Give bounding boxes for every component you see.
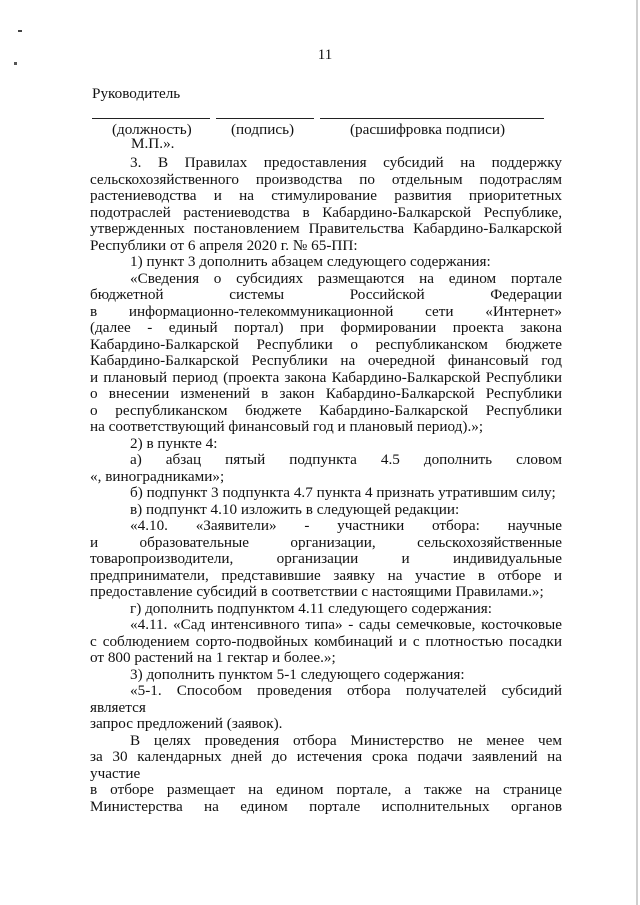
text-line: и образовательные организации, сельскохозяйственные bbox=[90, 533, 562, 551]
text-line: 3. В Правилах предоставления субсидий на поддержку bbox=[130, 154, 562, 171]
text-line: «, виноградниками»; bbox=[90, 467, 225, 485]
text-line: (далее - единый портал) при формировании проекта закона bbox=[90, 319, 562, 336]
decryption-line bbox=[320, 118, 544, 119]
text-line: «4.11. «Сад интенсивного типа» - сады семечковые, косточковые bbox=[130, 616, 562, 633]
text-line: «Сведения о субсидиях размещаются на едином портале bbox=[130, 269, 562, 287]
text-line: о республиканском бюджете Кабардино-Балкарской Республики bbox=[90, 401, 562, 419]
text-line: бюджетной системы Российской Федерации bbox=[90, 286, 562, 303]
seal-mark: М.П.». bbox=[131, 135, 175, 152]
text-line: б) подпункт 3 подпункта 4.7 пункта 4 признать утратившим силу; bbox=[130, 484, 556, 501]
text-line: «4.10. «Заявители» - участники отбора: научные bbox=[130, 517, 562, 534]
text-line: 2) в пункте 4: bbox=[130, 434, 218, 452]
position-line bbox=[92, 118, 210, 119]
text-line: Министерства на едином портале исполнительных органов bbox=[90, 797, 562, 815]
text-line: с соблюдением сорто-подвойных комбинаций и с плотностью посадки bbox=[90, 632, 562, 650]
page-edge bbox=[636, 0, 638, 905]
text-line: запрос предложений (заявок). bbox=[90, 715, 283, 732]
text-line: В целях проведения отбора Министерство не менее чем bbox=[130, 731, 562, 749]
text-line: и плановый период (проекта закона Кабардино-Балкарской Республики bbox=[90, 368, 562, 386]
text-line: г) дополнить подпунктом 4.11 следующего содержания: bbox=[130, 599, 492, 617]
text-line: 1) пункт 3 дополнить абзацем следующего содержания: bbox=[130, 253, 491, 270]
text-line: на соответствующий финансовый год и плановый период).»; bbox=[90, 418, 484, 435]
text-line: «5-1. Способом проведения отбора получателей субсидий является bbox=[90, 682, 562, 716]
text-line: растениеводства и на стимулирование развития приоритетных bbox=[90, 187, 562, 204]
text-line: в) подпункт 4.10 изложить в следующей редакции: bbox=[130, 500, 460, 518]
text-line: в отборе размещает на едином портале, а также на странице bbox=[90, 781, 562, 798]
signature-caption: (подпись) bbox=[231, 121, 295, 138]
text-line: а) абзац пятый подпункта 4.5 дополнить словом bbox=[130, 451, 562, 468]
text-line: за 30 календарных дней до истечения срока подачи заявлений на участие bbox=[90, 748, 562, 782]
text-line: предоставление субсидий в соответствии с настоящими Правилами.»; bbox=[90, 583, 544, 600]
position-caption: (должность) bbox=[112, 121, 192, 138]
text-line: Кабардино-Балкарской Республики на очередной финансовый год bbox=[90, 352, 562, 369]
text-line: в информационно-телекоммуникационной сети «Интернет» bbox=[90, 302, 562, 320]
text-line: Республики от 6 апреля 2020 г. № 65-ПП: bbox=[90, 236, 358, 254]
document-body bbox=[90, 155, 562, 815]
text-line: Кабардино-Балкарской Республики о республиканском бюджете bbox=[90, 335, 562, 353]
scan-mark bbox=[18, 30, 22, 32]
decryption-caption: (расшифровка подписи) bbox=[350, 121, 506, 138]
text-line: о внесении изменений в закон Кабардино-Балкарской Республики bbox=[90, 385, 562, 402]
page-number: 11 bbox=[317, 47, 333, 63]
text-line: утвержденных постановлением Правительства Кабардино-Балкарской bbox=[90, 220, 562, 237]
text-line: предприниматели, представившие заявку на участие в отборе и bbox=[90, 566, 562, 584]
text-line: 3) дополнить пунктом 5-1 следующего содержания: bbox=[130, 665, 465, 683]
text-line: товаропроизводители, организации и индивидуальные bbox=[90, 550, 562, 567]
text-line: подотраслей растениеводства в Кабардино-Балкарской Республике, bbox=[90, 203, 562, 221]
text-line: сельскохозяйственного производства по отдельным подотраслям bbox=[90, 170, 562, 188]
scan-mark bbox=[14, 62, 17, 65]
head-label: Руководитель bbox=[92, 85, 181, 102]
signature-line bbox=[216, 118, 314, 119]
text-line: от 800 растений на 1 гектар и более.»; bbox=[90, 649, 336, 666]
